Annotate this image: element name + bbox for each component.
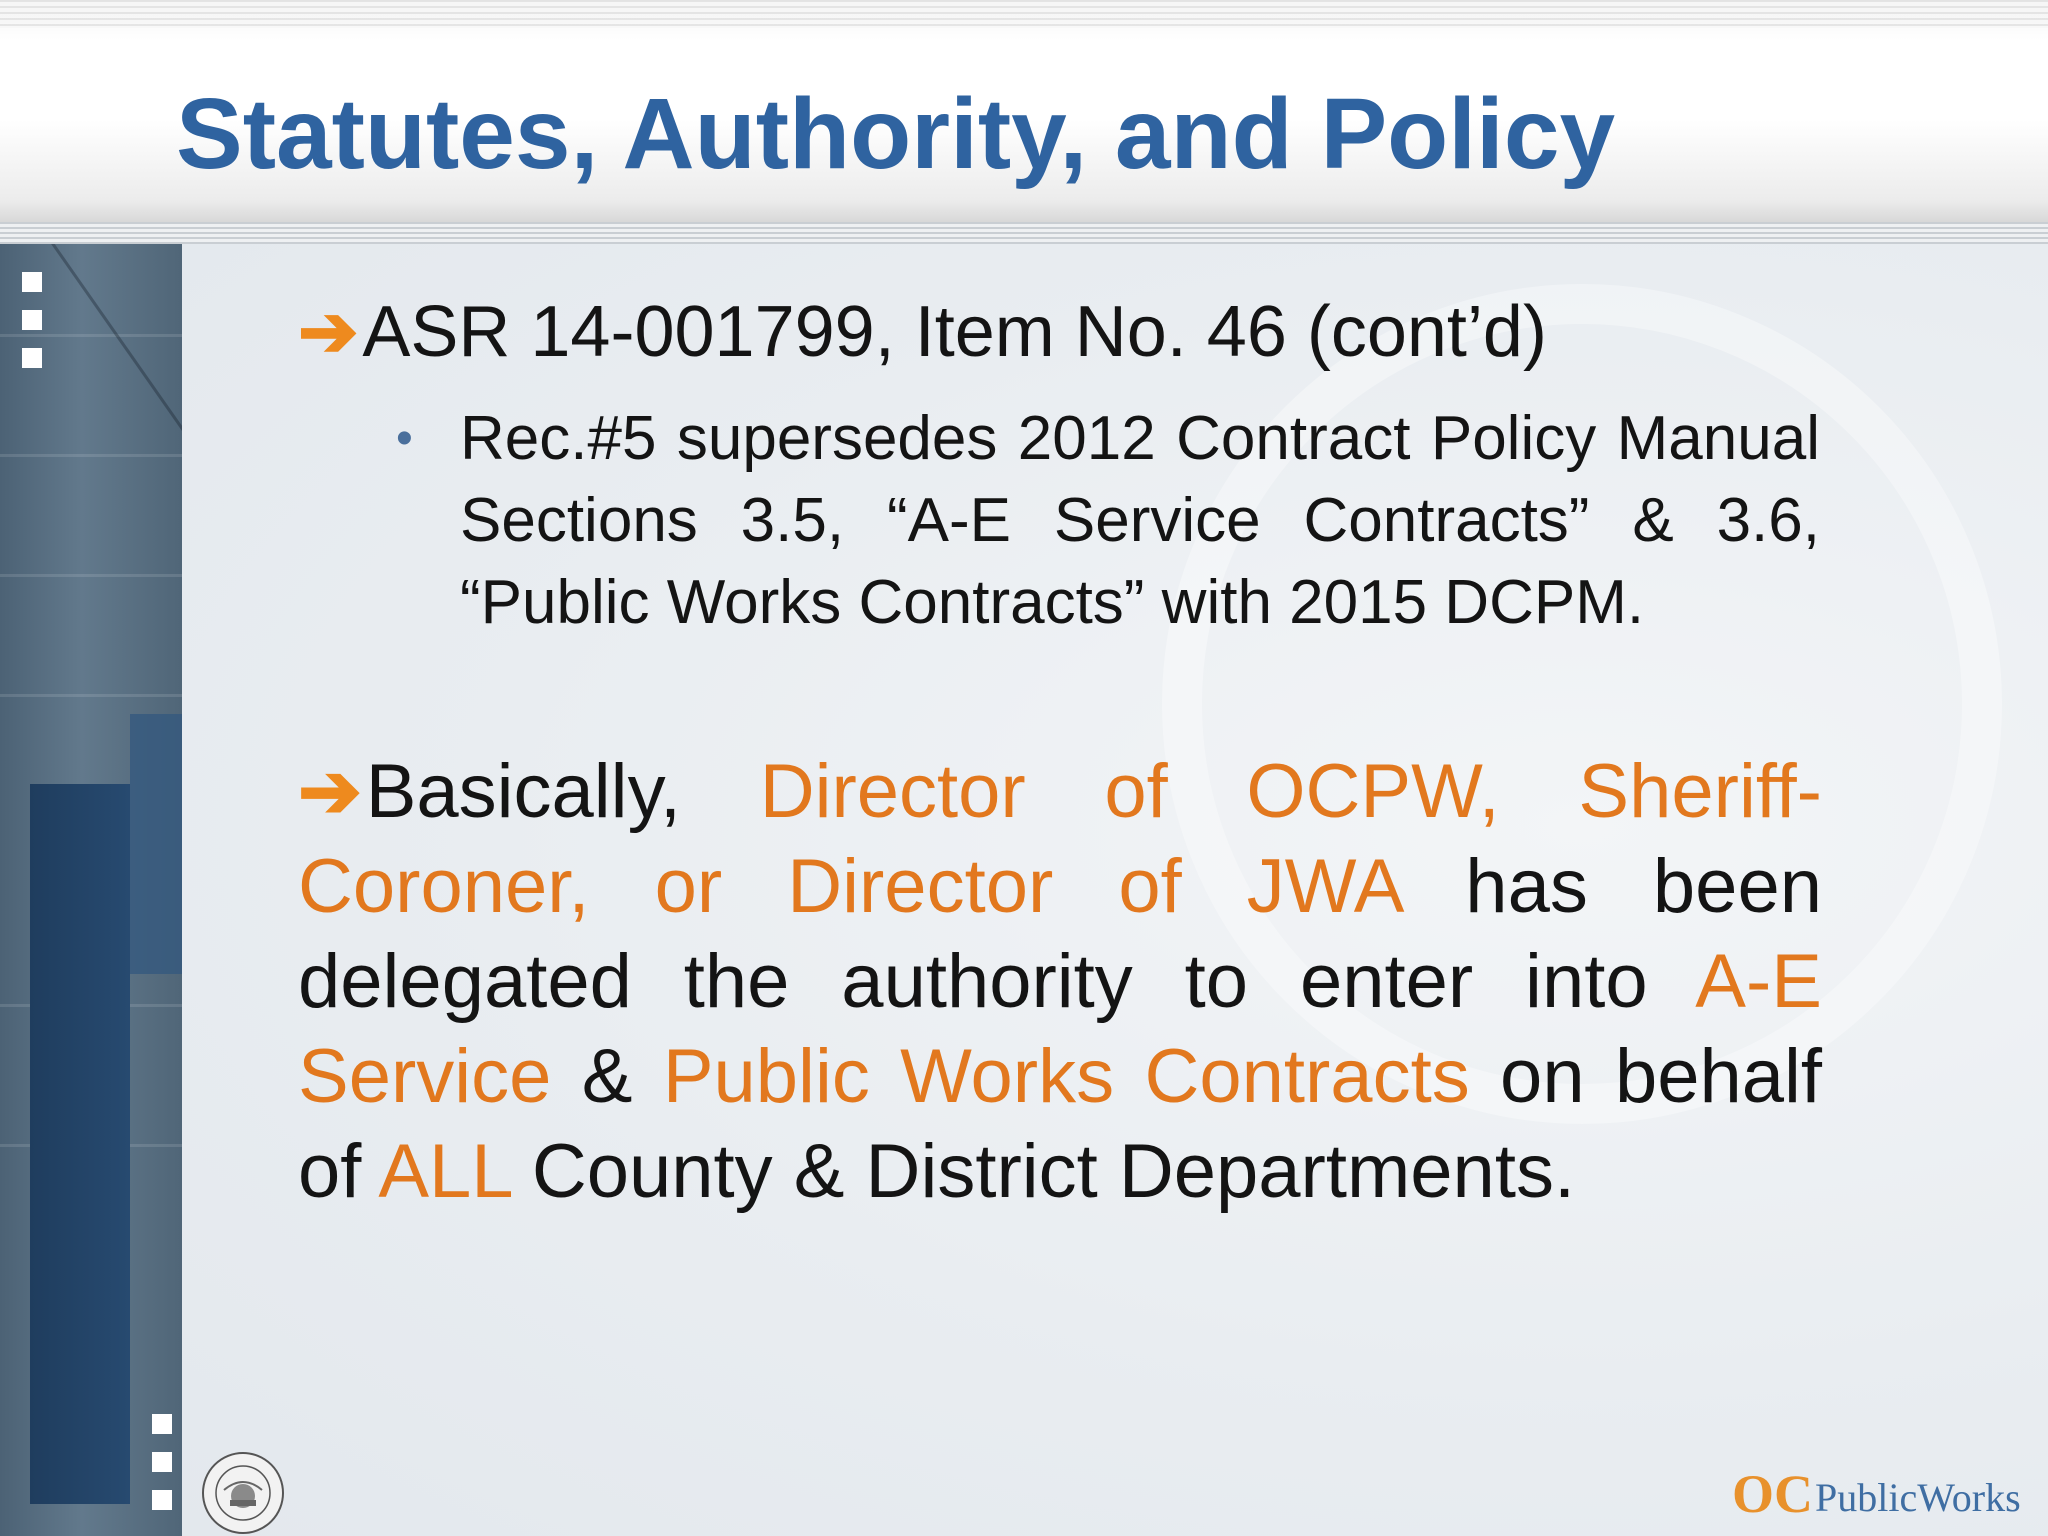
slide-header: [0, 0, 2048, 222]
right-arrow-icon: ➔: [298, 292, 359, 372]
decor-square-icon: [22, 348, 42, 368]
sidebar-band: [0, 694, 182, 697]
sidebar-decoration: [0, 244, 182, 1536]
text-part: County & District Departments.: [510, 1129, 1576, 1214]
decor-square-icon: [22, 272, 42, 292]
slide-title: Statutes, Authority, and Policy: [176, 78, 1616, 190]
dot-bullet-icon: •: [396, 412, 413, 465]
oc-public-works-logo: [1732, 1464, 2021, 1524]
logo-oc: OC: [1732, 1464, 1813, 1524]
bullet-asr: [298, 288, 1547, 376]
sidebar-shape: [130, 714, 182, 974]
right-arrow-icon: ➔: [298, 749, 362, 834]
highlight-directors: Director of OCPW, Sheriff-Coroner, or Director of JWA: [298, 749, 1822, 929]
bullet-asr-text: ASR 14-001799, Item No. 46 (cont’d): [362, 292, 1547, 372]
sidebar-diagonal: [23, 244, 182, 449]
header-lines-decoration: [0, 0, 2048, 28]
highlight-public-works: Public Works Contracts: [662, 1034, 1470, 1119]
decor-square-icon: [22, 310, 42, 330]
text-part: &: [551, 1034, 663, 1119]
sidebar-band: [0, 334, 182, 337]
text-part: has been delegated the authority to enter into: [298, 844, 1822, 1024]
text-part: Basically,: [365, 749, 760, 834]
bullet-basically: [298, 744, 1822, 1219]
decor-square-icon: [152, 1414, 172, 1434]
logo-text: PublicWorks: [1815, 1475, 2021, 1520]
county-seal-logo: [200, 1450, 286, 1536]
highlight-ae-service: A-E Service: [298, 939, 1822, 1119]
text-part: on behalf of: [298, 1034, 1823, 1214]
sub-bullet-rec5: [396, 398, 1820, 644]
sidebar-band: [0, 454, 182, 457]
decor-square-icon: [152, 1490, 172, 1510]
sidebar-block: [30, 784, 130, 1504]
header-stripe-decoration: [0, 222, 2048, 244]
sidebar-band: [0, 574, 182, 577]
decor-square-icon: [152, 1452, 172, 1472]
highlight-all: ALL: [378, 1129, 511, 1214]
sub-bullet-text: Rec.#5 supersedes 2012 Contract Policy Manual Sections 3.5, “A-E Service Contracts” & 3.6, “Public Works Contracts” with 2015 DCPM.: [460, 404, 1820, 637]
